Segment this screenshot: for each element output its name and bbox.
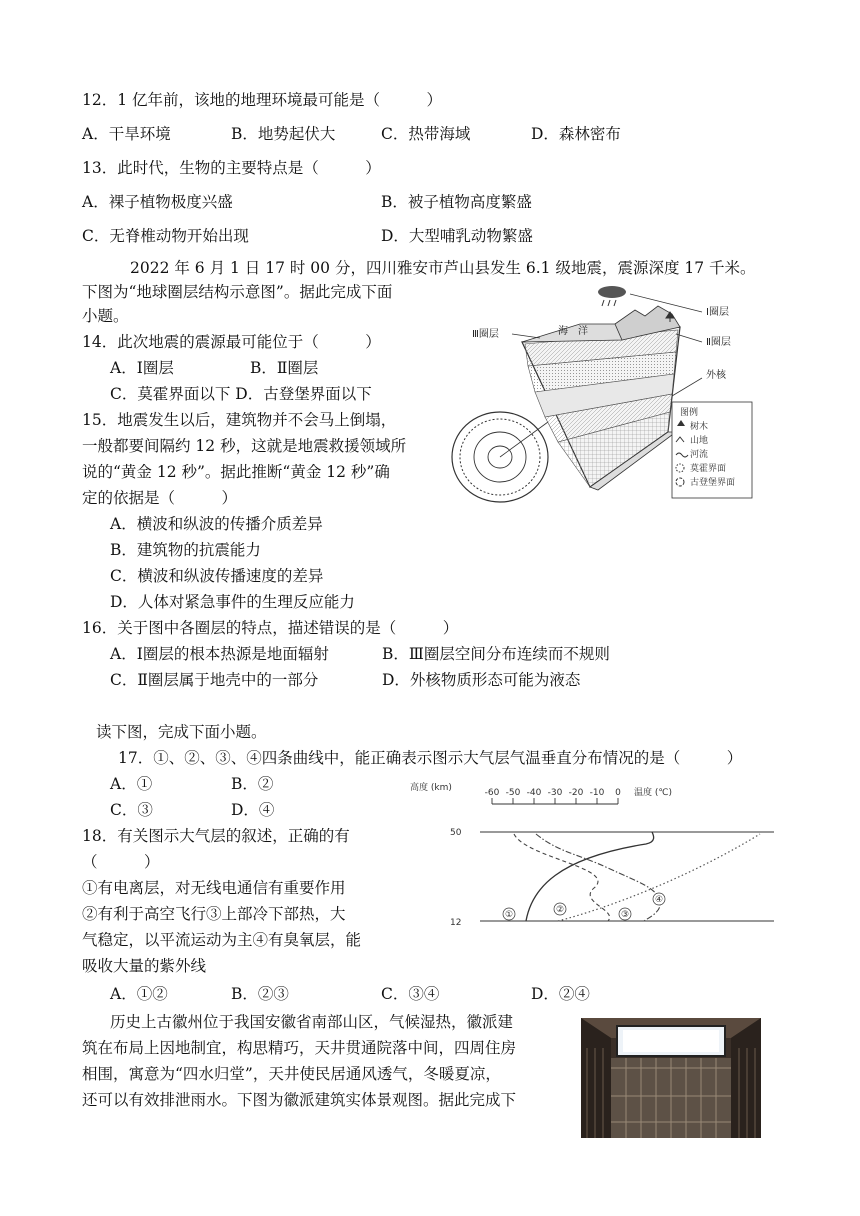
legend-title: 图例 [680, 408, 699, 418]
q15-line1: 15．地震发生以后，建筑物并不会马上倒塌， [82, 411, 397, 429]
q18-option-c: C．③④ [381, 985, 440, 1003]
x-tick-label: -30 [547, 788, 563, 798]
x-tick-label: -10 [589, 788, 605, 798]
hui-intro-line3: 相围，寓意为“四水归堂”，天井使民居通风透气，冬暖夏凉， [82, 1065, 501, 1083]
q17-option-b: B．② [231, 775, 274, 793]
q18-line5: 气稳定，以平流运动为主④有臭氧层，能 [82, 931, 362, 949]
q18-line3: ①有电离层，对无线电通信有重要作用 [82, 879, 346, 897]
q14-option-a: A．Ⅰ圈层 [110, 359, 174, 377]
curve-2-label: ② [555, 905, 565, 915]
quake-intro-line3: 小题。 [82, 307, 129, 325]
q18-option-d: D．②④ [531, 985, 590, 1003]
q13-stem: 13．此时代，生物的主要特点是（ ） [82, 159, 381, 177]
atm-x-ticks [485, 788, 621, 798]
q16-stem: 16．关于图中各圈层的特点，描述错误的是（ ） [82, 619, 459, 637]
atm-y-bottom-label: 12 [450, 918, 462, 928]
legend-item: 河流 [690, 450, 709, 460]
cloud-rain-icon [598, 286, 626, 306]
x-tick-label: -50 [505, 788, 521, 798]
q15-line4: 定的依据是（ ） [82, 489, 238, 507]
q18-line4: ②有利于高空飞行③上部冷下部热，大 [82, 905, 346, 923]
q18-line6: 吸收大量的紫外线 [82, 957, 207, 975]
legend-item: 莫霍界面 [690, 464, 727, 474]
atm-x-axis [492, 798, 618, 804]
q14-stem: 14．此次地震的震源最可能位于（ ） [82, 333, 381, 351]
q12-option-a: A．干旱环境 [82, 125, 171, 143]
curve-4-label: ④ [654, 895, 664, 905]
earth-legend [672, 402, 752, 498]
q13-option-c: C．无脊椎动物开始出现 [82, 227, 249, 245]
q12-option-c: C．热带海域 [381, 125, 471, 143]
curve-1-label: ① [504, 910, 514, 920]
q17-option-a: A．① [110, 775, 153, 793]
curve-3-label: ③ [620, 910, 630, 920]
q12-option-d: D．森林密布 [531, 125, 621, 143]
layer2-label: Ⅱ圈层 [706, 337, 731, 348]
q12-option-b: B．地势起伏大 [231, 125, 336, 143]
q13-option-d: D．大型哺乳动物繁盛 [381, 227, 533, 245]
q15-option-b: B．建筑物的抗震能力 [110, 541, 261, 559]
q14-option-b: B．Ⅱ圈层 [250, 359, 319, 377]
legend-item: 树木 [690, 422, 709, 432]
atm-y-label: 高度 (km) [410, 783, 452, 793]
x-tick-label: -40 [526, 788, 542, 798]
earth-wedge [522, 306, 680, 490]
q15-option-a: A．横波和纵波的传播介质差异 [110, 515, 323, 533]
q15-option-d: D．人体对紧急事件的生理反应能力 [110, 593, 355, 611]
curve-1 [526, 832, 654, 921]
q18-option-b: B．②③ [231, 985, 289, 1003]
quake-intro-line2: 下图为“地球圈层结构示意图”。据此完成下面 [82, 283, 393, 301]
atm-y-top-label: 50 [450, 828, 462, 838]
q12-stem: 12．1 亿年前，该地的地理环境最可能是（ ） [82, 91, 443, 109]
q13-option-a: A．裸子植物极度兴盛 [82, 193, 233, 211]
atmosphere-figure [408, 778, 778, 932]
ocean-label: 海 洋 [558, 326, 588, 337]
q17-option-d: D．④ [231, 801, 275, 819]
quake-intro-line1: 2022 年 6 月 1 日 17 时 00 分，四川雅安市芦山县发生 6.1 级地震，震源深度 17 千米。 [130, 259, 756, 277]
x-tick-label: -60 [484, 788, 500, 798]
q18-line2: （ ） [82, 853, 160, 871]
q15-line3: 说的“黄金 12 秒”。据此推断“黄金 12 秒”确 [82, 463, 390, 481]
q15-line2: 一般都要间隔约 12 秒，这就是地震救援领域所 [82, 437, 407, 455]
hui-intro-line1: 历史上古徽州位于我国安徽省南部山区，气候湿热，徽派建 [110, 1013, 514, 1031]
x-tick-label: 0 [615, 788, 621, 798]
q16-option-b: B．Ⅲ圈层空间分布连续而不规则 [382, 645, 610, 663]
q15-option-c: C．横波和纵波传播速度的差异 [110, 567, 324, 585]
layer3-label: Ⅲ圈层 [472, 329, 499, 340]
q13-option-b: B．被子植物高度繁盛 [381, 193, 532, 211]
earth-structure-figure [440, 282, 770, 504]
q14-option-cd: C．莫霍界面以下 D．古登堡界面以下 [110, 385, 372, 403]
atm-x-label: 温度 (℃) [634, 788, 672, 798]
legend-item: 山地 [690, 436, 709, 446]
legend-item: 古登堡界面 [690, 478, 736, 488]
x-tick-label: -20 [568, 788, 584, 798]
hui-intro-line2: 筑在布局上因地制宜，构思精巧，天井贯通院落中间，四周住房 [82, 1039, 517, 1057]
q18-option-a: A．①② [110, 985, 168, 1003]
huizhou-courtyard-photo [581, 1018, 761, 1138]
outer-core-label: 外核 [706, 370, 726, 381]
hui-intro-line4: 还可以有效排泄雨水。下图为徽派建筑实体景观图。据此完成下 [82, 1091, 517, 1109]
q16-option-a: A．Ⅰ圈层的根本热源是地面辐射 [110, 645, 329, 663]
q17-stem: 17．①、②、③、④四条曲线中，能正确表示图示大气层气温垂直分布情况的是（ ） [118, 749, 743, 767]
earth-sphere-side [452, 412, 548, 502]
q17-option-c: C．③ [110, 801, 153, 819]
q18-line1: 18．有关图示大气层的叙述，正确的有 [82, 827, 350, 845]
q16-option-d: D．外核物质形态可能为液态 [382, 671, 581, 689]
layer1-label: Ⅰ圈层 [706, 307, 729, 318]
q16-option-c: C．Ⅱ圈层属于地壳中的一部分 [110, 671, 319, 689]
atm-intro: 读下图，完成下面小题。 [96, 723, 267, 741]
